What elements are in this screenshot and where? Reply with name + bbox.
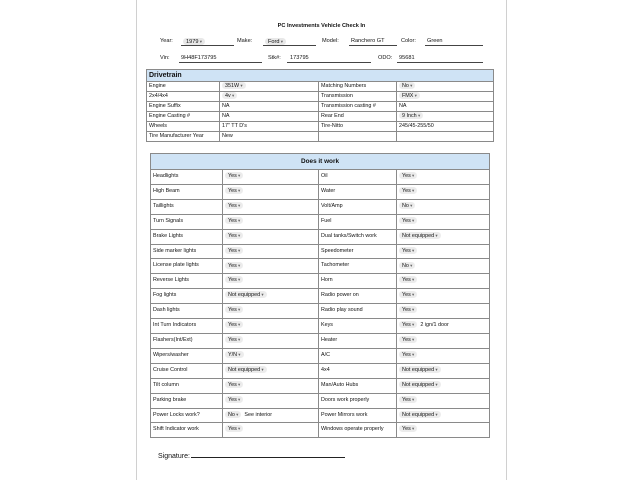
drivetrain-label: Transmission xyxy=(319,92,397,102)
check-note[interactable]: See interior xyxy=(244,411,272,418)
drivetrain-value-cell xyxy=(397,82,494,92)
drivetrain-row xyxy=(147,112,494,122)
check-label: License plate lights xyxy=(151,259,223,274)
check-select[interactable]: No ▾ xyxy=(399,202,415,209)
check-row xyxy=(151,363,490,378)
drivetrain-value[interactable]: 17" TT D's xyxy=(222,123,247,129)
check-select[interactable]: Yes ▾ xyxy=(225,187,243,194)
drivetrain-label: 2x4/4x4 xyxy=(147,92,220,102)
drivetrain-row xyxy=(147,102,494,112)
does-it-work-heading: Does it work xyxy=(151,154,490,170)
make-underline xyxy=(263,45,316,46)
drivetrain-row xyxy=(147,132,494,142)
check-row xyxy=(151,393,490,408)
check-label: Power Mirrors work xyxy=(319,408,397,423)
check-value-cell xyxy=(397,333,490,348)
drivetrain-label: Tire Manufacturer Year xyxy=(147,132,220,142)
check-select[interactable]: Yes ▾ xyxy=(225,202,243,209)
check-label: Tilt column xyxy=(151,378,223,393)
check-select[interactable]: Yes ▾ xyxy=(225,306,243,313)
year-underline xyxy=(181,45,234,46)
check-label: Speedometer xyxy=(319,244,397,259)
check-select[interactable]: Yes ▾ xyxy=(225,247,243,254)
drivetrain-heading: Drivetrain xyxy=(147,70,494,82)
check-label: High Beam xyxy=(151,184,223,199)
check-label: A/C xyxy=(319,348,397,363)
check-value-cell xyxy=(397,170,490,185)
check-label: Fog lights xyxy=(151,289,223,304)
check-select[interactable]: No ▾ xyxy=(399,262,415,269)
check-select[interactable]: Yes ▾ xyxy=(225,425,243,432)
drivetrain-value-cell xyxy=(397,132,494,142)
check-select[interactable]: Yes ▾ xyxy=(399,187,417,194)
check-value-cell xyxy=(223,289,319,304)
model-value[interactable]: Ranchero GT xyxy=(351,38,385,44)
drivetrain-value-cell xyxy=(220,112,319,122)
drivetrain-select[interactable]: FMX ▾ xyxy=(399,92,420,99)
check-select[interactable]: Yes ▾ xyxy=(225,321,243,328)
check-row xyxy=(151,259,490,274)
drivetrain-label: Matching Numbers xyxy=(319,82,397,92)
check-select[interactable]: Yes ▾ xyxy=(399,306,417,313)
check-value-cell xyxy=(397,229,490,244)
odo-label: ODO: xyxy=(378,55,393,61)
vin-label: Vin: xyxy=(160,55,170,61)
check-value-cell xyxy=(223,214,319,229)
check-label: Radio power on xyxy=(319,289,397,304)
check-value-cell xyxy=(223,393,319,408)
stk-label: Stk#: xyxy=(268,55,281,61)
check-row xyxy=(151,170,490,185)
check-label: Taillights xyxy=(151,199,223,214)
drivetrain-label: Rear End xyxy=(319,112,397,122)
drivetrain-value-cell xyxy=(220,102,319,112)
check-label: Power Locks work? xyxy=(151,408,223,423)
check-select[interactable]: No ▾ xyxy=(225,411,241,418)
drivetrain-label: Transmission casting # xyxy=(319,102,397,112)
check-select[interactable]: Not equipped ▾ xyxy=(225,291,267,298)
check-value-cell xyxy=(223,363,319,378)
check-value-cell xyxy=(223,348,319,363)
check-label: Shift Indicator work xyxy=(151,423,223,438)
drivetrain-row xyxy=(147,82,494,92)
check-label: Oil xyxy=(319,170,397,185)
check-value-cell xyxy=(397,319,490,334)
check-value-cell xyxy=(223,199,319,214)
color-label: Color: xyxy=(401,38,416,44)
check-value-cell xyxy=(397,184,490,199)
check-label: Headlights xyxy=(151,170,223,185)
check-select[interactable]: Not equipped ▾ xyxy=(399,381,441,388)
check-row xyxy=(151,423,490,438)
make-select[interactable]: Ford ▾ xyxy=(265,38,286,45)
check-select[interactable]: Yes ▾ xyxy=(225,381,243,388)
check-value-cell xyxy=(397,378,490,393)
color-value[interactable]: Green xyxy=(427,38,443,44)
check-label: Side marker lights xyxy=(151,244,223,259)
check-value-cell xyxy=(223,408,319,423)
drivetrain-value-cell xyxy=(397,102,494,112)
check-value-cell xyxy=(397,289,490,304)
drivetrain-value-cell xyxy=(220,122,319,132)
drivetrain-value-cell xyxy=(397,122,494,132)
drivetrain-table xyxy=(146,69,494,142)
check-select[interactable]: Yes ▾ xyxy=(399,291,417,298)
check-row xyxy=(151,214,490,229)
check-value-cell xyxy=(223,244,319,259)
check-value-cell xyxy=(223,229,319,244)
drivetrain-label xyxy=(319,132,397,142)
check-label: Int Turn Indicators xyxy=(151,319,223,334)
drivetrain-select[interactable]: No ▾ xyxy=(399,82,415,89)
check-select[interactable]: Yes ▾ xyxy=(225,232,243,239)
stk-value[interactable]: 173795 xyxy=(290,55,309,61)
check-row xyxy=(151,333,490,348)
signature-line xyxy=(158,451,345,460)
check-value-cell xyxy=(397,423,490,438)
year-select[interactable]: 1979 ▾ xyxy=(183,38,205,45)
check-select[interactable]: Yes ▾ xyxy=(399,396,417,403)
check-select[interactable]: Yes ▾ xyxy=(399,336,417,343)
check-select[interactable]: Not equipped ▾ xyxy=(225,366,267,373)
check-label: Man/Auto Hubs xyxy=(319,378,397,393)
check-label: Wipers/washer xyxy=(151,348,223,363)
check-row xyxy=(151,378,490,393)
check-select[interactable]: Yes ▾ xyxy=(225,172,243,179)
vin-underline xyxy=(179,62,262,63)
drivetrain-select[interactable]: 4v ▾ xyxy=(222,92,237,99)
check-label: Keys xyxy=(319,319,397,334)
drivetrain-value-cell xyxy=(220,82,319,92)
check-select[interactable]: Not equipped ▾ xyxy=(399,232,441,239)
check-select[interactable]: Yes ▾ xyxy=(225,336,243,343)
check-value-cell xyxy=(397,274,490,289)
drivetrain-label: Tire-Nitto xyxy=(319,122,397,132)
check-row xyxy=(151,348,490,363)
check-value-cell xyxy=(397,244,490,259)
check-label: Brake Lights xyxy=(151,229,223,244)
check-select[interactable]: Yes ▾ xyxy=(225,276,243,283)
check-label: Doors work properly xyxy=(319,393,397,408)
check-value-cell xyxy=(223,304,319,319)
check-row xyxy=(151,289,490,304)
drivetrain-select[interactable]: 9 Inch ▾ xyxy=(399,112,423,119)
year-label: Year: xyxy=(160,38,173,44)
check-value-cell xyxy=(223,319,319,334)
check-select[interactable]: Yes ▾ xyxy=(399,321,417,328)
check-row xyxy=(151,274,490,289)
drivetrain-value[interactable]: New xyxy=(222,133,233,139)
drivetrain-value-cell xyxy=(397,112,494,122)
check-value-cell xyxy=(223,423,319,438)
check-select[interactable]: Yes ▾ xyxy=(225,262,243,269)
check-row xyxy=(151,244,490,259)
make-label: Make: xyxy=(237,38,253,44)
drivetrain-value[interactable]: 245/45-255/50 xyxy=(399,123,434,129)
check-label: Radio play sound xyxy=(319,304,397,319)
drivetrain-value[interactable]: NA xyxy=(222,113,230,119)
drivetrain-select[interactable]: 351W ▾ xyxy=(222,82,246,89)
check-label: Dual tanks/Switch work xyxy=(319,229,397,244)
check-select[interactable]: Yes ▾ xyxy=(399,217,417,224)
check-value-cell xyxy=(397,348,490,363)
check-row xyxy=(151,408,490,423)
check-label: Water xyxy=(319,184,397,199)
check-value-cell xyxy=(223,378,319,393)
check-label: Windows operate properly xyxy=(319,423,397,438)
model-label: Model: xyxy=(322,38,339,44)
check-select[interactable]: Not equipped ▾ xyxy=(399,411,441,418)
check-row xyxy=(151,199,490,214)
drivetrain-label: Engine xyxy=(147,82,220,92)
check-value-cell xyxy=(397,304,490,319)
drivetrain-label: Engine Casting # xyxy=(147,112,220,122)
drivetrain-value-cell xyxy=(220,132,319,142)
drivetrain-row xyxy=(147,122,494,132)
check-value-cell xyxy=(223,333,319,348)
check-row xyxy=(151,184,490,199)
check-value-cell xyxy=(223,170,319,185)
check-value-cell xyxy=(397,363,490,378)
signature-field[interactable] xyxy=(191,451,345,458)
model-underline xyxy=(349,45,397,46)
signature-label: Signature: xyxy=(158,453,190,460)
check-select[interactable]: Yes ▾ xyxy=(399,247,417,254)
check-value-cell xyxy=(223,274,319,289)
check-label: Tachometer xyxy=(319,259,397,274)
check-label: Heater xyxy=(319,333,397,348)
check-select[interactable]: Y/N ▾ xyxy=(225,351,244,358)
check-label: Volt/Amp xyxy=(319,199,397,214)
check-label: Cruise Control xyxy=(151,363,223,378)
drivetrain-value-cell xyxy=(220,92,319,102)
stk-underline xyxy=(287,62,371,63)
check-label: Dash lights xyxy=(151,304,223,319)
check-row xyxy=(151,304,490,319)
drivetrain-value[interactable]: NA xyxy=(399,103,407,109)
check-label: Reverse Lights xyxy=(151,274,223,289)
drivetrain-value[interactable]: NA xyxy=(222,103,230,109)
form-title: PC Investments Vehicle Check In xyxy=(277,23,366,29)
check-value-cell xyxy=(397,199,490,214)
check-note[interactable]: 2 ign/1 door xyxy=(420,322,449,329)
check-label: 4x4 xyxy=(319,363,397,378)
drivetrain-value-cell xyxy=(397,92,494,102)
check-select[interactable]: Yes ▾ xyxy=(399,172,417,179)
drivetrain-label: Engine Suffix xyxy=(147,102,220,112)
vin-value[interactable]: 9H48F173795 xyxy=(181,55,217,61)
check-value-cell xyxy=(397,393,490,408)
check-label: Horn xyxy=(319,274,397,289)
check-value-cell xyxy=(397,259,490,274)
check-select[interactable]: Yes ▾ xyxy=(399,276,417,283)
check-row xyxy=(151,319,490,334)
check-label: Parking brake xyxy=(151,393,223,408)
check-label: Fuel xyxy=(319,214,397,229)
check-select[interactable]: Yes ▾ xyxy=(225,217,243,224)
check-value-cell xyxy=(397,214,490,229)
drivetrain-label: Wheels xyxy=(147,122,220,132)
check-label: Turn Signals xyxy=(151,214,223,229)
check-select[interactable]: Yes ▾ xyxy=(399,425,417,432)
odo-underline xyxy=(397,62,483,63)
check-value-cell xyxy=(397,408,490,423)
check-value-cell xyxy=(223,184,319,199)
odo-value[interactable]: 95681 xyxy=(399,55,415,61)
check-label: Flashers(Int/Ext) xyxy=(151,333,223,348)
check-select[interactable]: Yes ▾ xyxy=(225,396,243,403)
form-page xyxy=(136,0,507,480)
color-underline xyxy=(425,45,483,46)
check-value-cell xyxy=(223,259,319,274)
drivetrain-row xyxy=(147,92,494,102)
does-it-work-table xyxy=(150,153,490,438)
check-select[interactable]: Yes ▾ xyxy=(399,351,417,358)
check-row xyxy=(151,229,490,244)
check-select[interactable]: Not equipped ▾ xyxy=(399,366,441,373)
